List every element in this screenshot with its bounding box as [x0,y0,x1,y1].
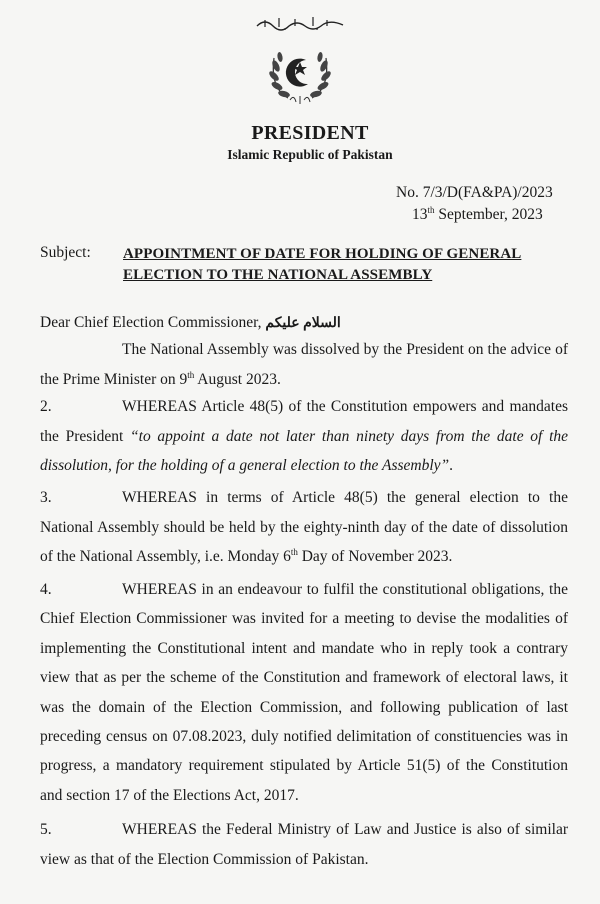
p3-number: 3. [40,489,52,506]
subject-label: Subject: [40,244,91,261]
crescent-star-emblem-icon [262,44,338,108]
p3-text-b: Day of November 2023. [297,548,453,565]
date-suffix: th [427,204,435,215]
salutation [40,314,341,332]
p4-number: 4. [40,581,52,598]
paragraph-2 [40,392,568,481]
p1-sup: th [187,369,195,380]
p4-text: WHEREAS in an endeavour to fulfil the constitutional obligations, the Chief Election Commissioner was invited for a meeting to devise the modalities of implementing the Constitutional intent and mandate who in reply took a contrary view that as per the scheme of the Constitution and framework of electoral laws, it was the domain of the Election Commission, and following publication of last preceding census on 07.08.2023, duly notified delimitation of constituencies was in progress, a mandatory requirement stipulated by Article 51(5) of the Constitution and section 17 of the Elections Act, 2017. [40,581,568,804]
subject-text: APPOINTMENT OF DATE FOR HOLDING OF GENERAL ELECTION TO THE NATIONAL ASSEMBLY [123,246,522,283]
letterhead-subtitle: Islamic Republic of Pakistan [227,147,393,162]
salutation-text: Dear Chief Election Commissioner, [40,314,266,331]
p2-text-a: WHEREAS Article 48(5) of the Constitution empowers and mandates the President [40,398,568,445]
paragraph-4 [40,575,568,810]
reference-date [396,204,553,226]
p2-text-b: . [449,457,454,474]
letterhead-title: PRESIDENT [251,122,369,144]
p2-quote: “to appoint a date not later than ninety days from the date of the dissolution, for the holding of a general election to the Assembly” [40,427,569,474]
date-day: 13 [412,206,428,223]
paragraph-5 [40,815,568,874]
salutation-urdu: السلام علیکم [265,316,341,331]
date-rest: September, 2023 [434,206,543,223]
p1-text-b: August 2023. [194,370,281,388]
bismillah-calligraphy [255,14,345,32]
p3-sup: th [290,546,298,557]
p1-text-a: The National Assembly was dissolved by the President on the advice of the Prime Minister on 9 [40,341,568,388]
paragraph-1 [40,335,568,394]
reference-block [396,182,553,226]
p3-text-a: WHEREAS in terms of Article 48(5) the general election to the National Assembly should be held by the eighty-ninth day of the date of dissolution of the National Assembly, i.e. Monday 6 [40,489,568,565]
p5-text: WHEREAS the Federal Ministry of Law and Justice is also of similar view as that of the Election Commission of Pakistan. [40,821,568,868]
p5-number: 5. [40,821,52,838]
paragraph-3 [40,483,568,572]
p2-number: 2. [40,398,52,415]
reference-number: No. 7/3/D(FA&PA)/2023 [396,184,553,201]
